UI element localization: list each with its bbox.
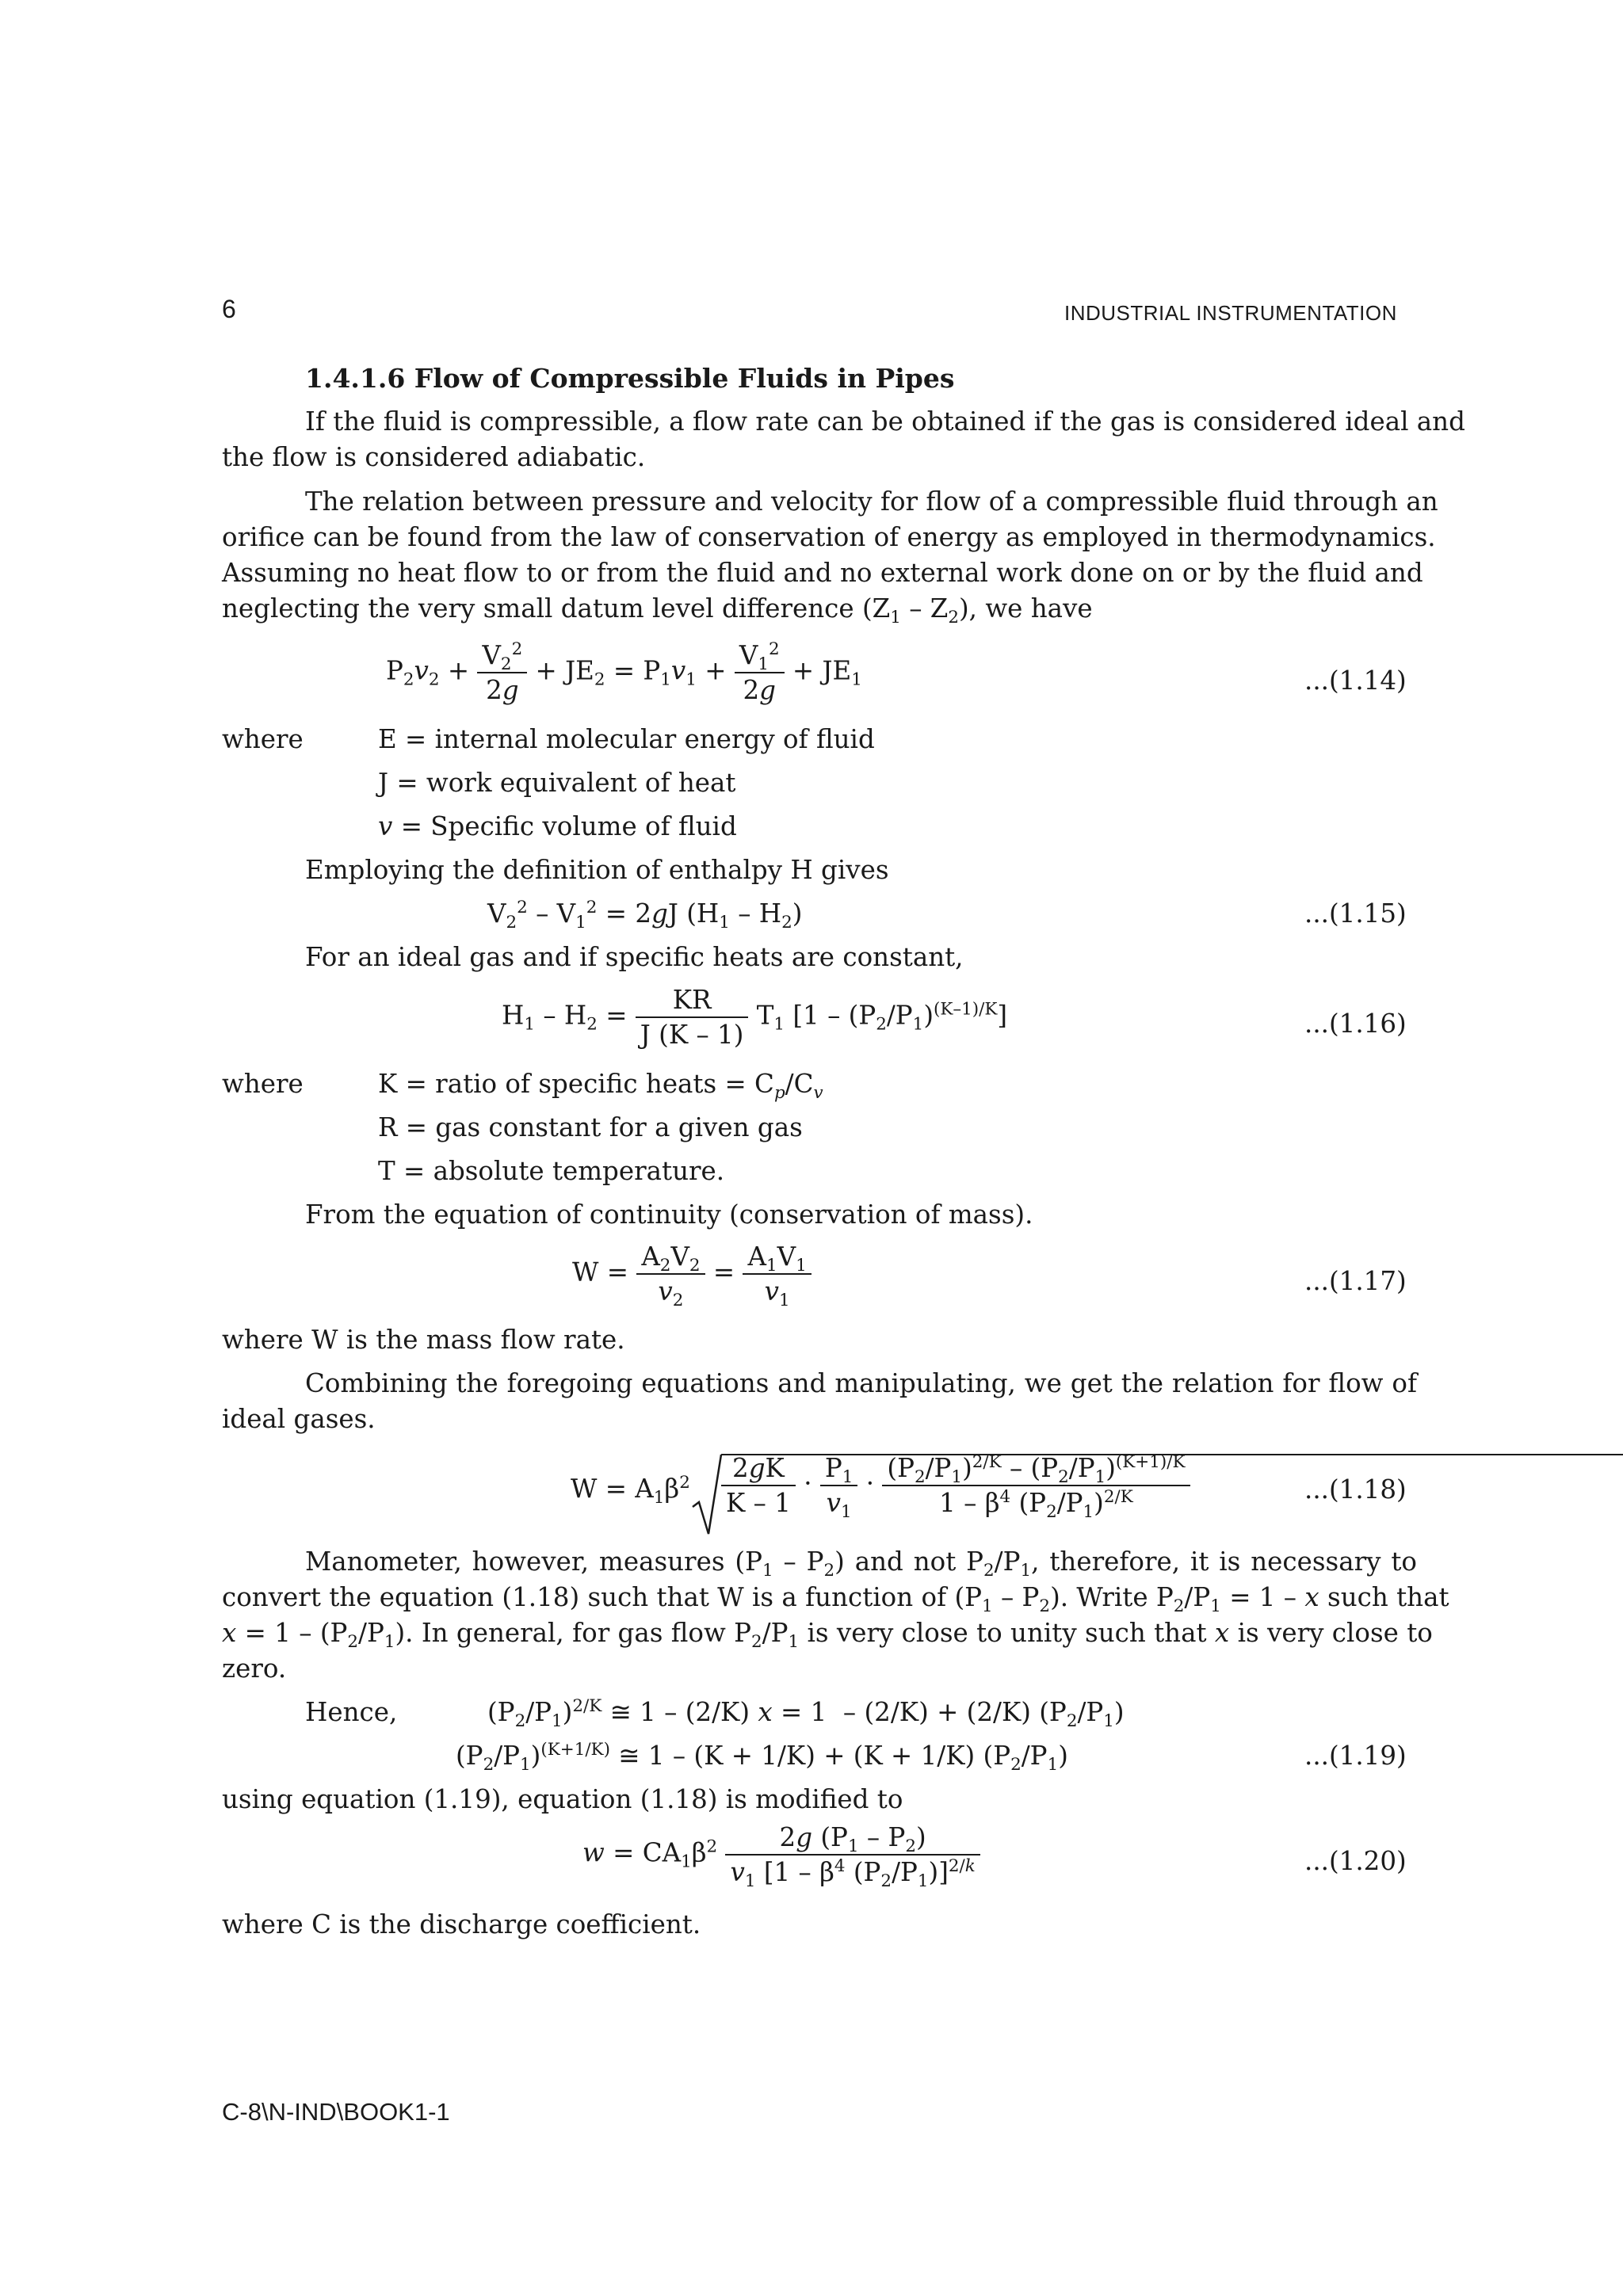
paragraph-line: Combining the foregoing equations and manipulating, we get the relation for flow of [305, 1368, 1417, 1398]
paragraph-line: From the equation of continuity (conservation of mass). [305, 1199, 1033, 1230]
footer-code: C-8\N-IND\BOOK1-1 [222, 2098, 450, 2126]
definition-item: T = absolute temperature. [378, 1156, 725, 1186]
paragraph-line: If the fluid is compressible, a flow rate can be obtained if the gas is considered ideal and [305, 406, 1465, 437]
page-number: 6 [222, 295, 236, 323]
equation-1-16: $H_1 - H_2$ = $\frac{KR}{J (K - 1)}$ $T_1$ $[1 - (P_2/P_1)^{(K-1)/K}]$ [502, 985, 1008, 1050]
paragraph-line: the flow is considered adiabatic. [222, 442, 646, 472]
equation-1-19b: $(P_2/P_1)^{(K+1/K)}$ ≅ 1 – (K + 1/K) + (K + 1/K) $(P_2/P_1)$ [456, 1740, 1068, 1775]
paragraph-line: Assuming no heat flow to or from the fluid and no external work done on or by the fluid and [222, 558, 1423, 588]
definition-item: E = internal molecular energy of fluid [378, 724, 875, 754]
definition-item: v = Specific volume of fluid [378, 811, 737, 841]
running-title: INDUSTRIAL INSTRUMENTATION [1064, 301, 1397, 325]
paragraph-line: using equation (1.19), equation (1.18) is modified to [222, 1784, 903, 1814]
equation-1-20: $w = CA_1\beta^2$ $\frac{2g (P_1 - P_2)}{v_1 [1 - \beta^4 (P_2/P_1)]^{2/k}}$ [582, 1822, 980, 1887]
paragraph-line: ideal gases. [222, 1404, 376, 1434]
paragraph-line: For an ideal gas and if specific heats are constant, [305, 942, 964, 972]
equation-1-15: $V_2^2 - V_1^2 = 2gJ$ $(H_1 - H_2)$ [487, 898, 803, 933]
definition-item: R = gas constant for a given gas [378, 1112, 803, 1142]
equation-number: ...(1.15) [1304, 898, 1407, 929]
equation-number: ...(1.14) [1304, 666, 1407, 696]
paragraph-line: The relation between pressure and velocity for flow of a compressible fluid through an [305, 486, 1438, 517]
definition-item: K = ratio of specific heats = $C_p/C_v$ [378, 1069, 823, 1103]
equation-1-19a: $(P_2/P_1)^{2/K}$ ≅ 1 – (2/K) x = 1 – (2/K) + (2/K) $(P_2/P_1)$ [487, 1696, 1125, 1731]
paragraph-line: $x = 1 - (P_2/P_1)$. In general, for gas flow $P_2/P_1$ is very close to unity such that x is very close to [222, 1618, 1433, 1652]
paragraph-line: neglecting the very small datum level difference $(Z_1 - Z_2)$, we have [222, 593, 1093, 627]
where-label: where [222, 724, 304, 754]
equation-number: ...(1.20) [1304, 1846, 1407, 1876]
paragraph-line: where W is the mass flow rate. [222, 1325, 625, 1355]
equation-number: ...(1.19) [1304, 1741, 1407, 1771]
equation-1-14: $P_2v_2$ + $\frac{V_2^2}{2g}$ + $JE_2 = P_1v_1$ + $\frac{V_1^2}{2g}$ + $JE_1$ [386, 639, 862, 705]
equation-1-17: W = $\frac{A_2V_2}{v_2}$ = $\frac{A_1V_1}{v_1}$ [572, 1241, 812, 1306]
equation-number: ...(1.17) [1304, 1266, 1407, 1296]
equation-number: ...(1.18) [1304, 1474, 1407, 1505]
equation-number: ...(1.16) [1304, 1009, 1407, 1039]
hence-label: Hence, [305, 1697, 398, 1727]
paragraph-line: zero. [222, 1653, 287, 1684]
paragraph-line: where C is the discharge coefficient. [222, 1909, 701, 1939]
radical-sign-icon [691, 1451, 723, 1539]
paragraph-line: orifice can be found from the law of conservation of energy as employed in thermodynamics. [222, 522, 1436, 552]
paragraph-line: Manometer, however, measures $(P_1 - P_2)$ and not $P_2/P_1$, therefore, it is necessary to [305, 1547, 1417, 1581]
definition-item: J = work equivalent of heat [378, 768, 736, 798]
paragraph-line: Employing the definition of enthalpy H gives [305, 855, 889, 885]
where-label: where [222, 1069, 304, 1099]
paragraph-line: convert the equation (1.18) such that W is a function of $(P_1 - P_2)$. Write $P_2/P_1 = 1 - x$ such that [222, 1582, 1449, 1616]
section-heading: 1.4.1.6 Flow of Compressible Fluids in Pipes [305, 363, 955, 394]
